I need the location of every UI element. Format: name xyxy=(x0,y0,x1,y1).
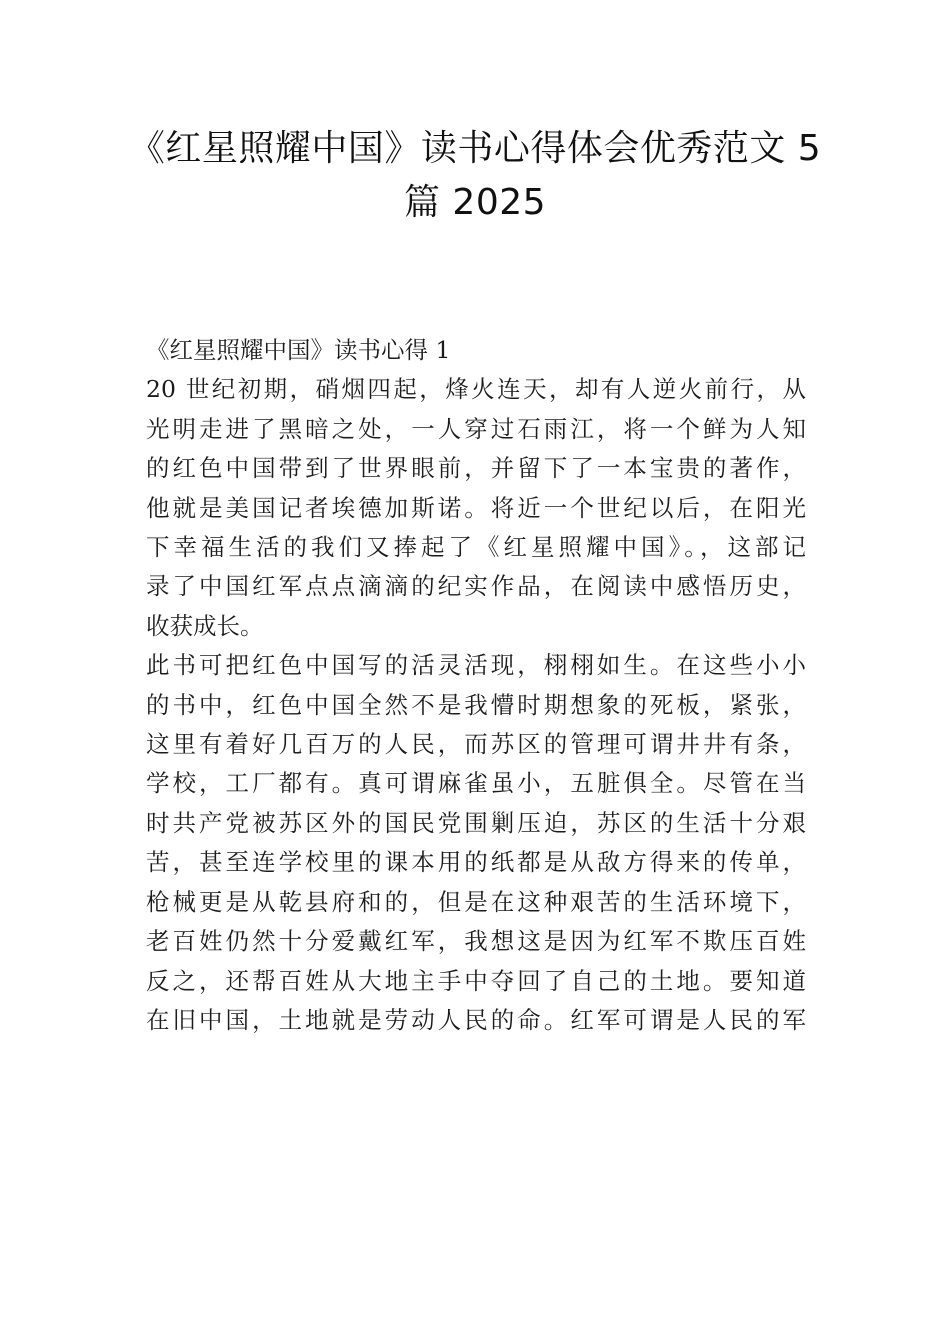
paragraph-2 xyxy=(146,646,806,1040)
text-line: 枪械更是从乾县府和的，但是在这种艰苦的生活环境下， xyxy=(146,887,806,916)
section-heading: 《红星照耀中国》读书心得 1 xyxy=(146,336,451,364)
text-line: 下幸福生活的我们又捧起了《红星照耀中国》。，这部记 xyxy=(146,533,806,562)
text-line: 在旧中国，土地就是劳动人民的命。红军可谓是人民的军 xyxy=(146,1005,806,1034)
title-line-2: 篇 2025 xyxy=(403,182,547,223)
text-line: 此书可把红色中国写的活灵活现，栩栩如生。在这些小小 xyxy=(146,651,806,680)
text-line: 这里有着好几百万的人民，而苏区的管理可谓井井有条， xyxy=(146,730,806,759)
title-line-1: 《红星照耀中国》读书心得体会优秀范文 5 xyxy=(128,128,822,169)
text-line: 的书中，红色中国全然不是我懵时期想象的死板，紧张， xyxy=(146,690,806,719)
paragraph-1 xyxy=(146,370,806,646)
text-line: 老百姓仍然十分爱戴红军，我想这是因为红军不欺压百姓 xyxy=(146,927,806,956)
text-line: 的红色中国带到了世界眼前，并留下了一本宝贵的著作， xyxy=(146,454,806,483)
text-line: 苦，甚至连学校里的课本用的纸都是从敌方得来的传单， xyxy=(146,848,806,877)
text-line: 20 世纪初期，硝烟四起，烽火连天，却有人逆火前行，从 xyxy=(146,375,806,404)
text-line: 学校，工厂都有。真可谓麻雀虽小，五脏俱全。尽管在当 xyxy=(146,769,806,798)
text-line: 录了中国红军点点滴滴的纪实作品，在阅读中感悟历史， xyxy=(146,572,806,601)
text-line: 他就是美国记者埃德加斯诺。将近一个世纪以后，在阳光 xyxy=(146,493,806,522)
text-line: 光明走进了黑暗之处，一人穿过石雨江，将一个鲜为人知 xyxy=(146,414,806,443)
text-line: 反之，还帮百姓从大地主手中夺回了自己的土地。要知道 xyxy=(146,966,806,995)
document-title xyxy=(120,122,830,230)
text-line: 时共产党被苏区外的国民党围剿压迫，苏区的生活十分艰 xyxy=(146,808,806,837)
text-line: 收获成长。 xyxy=(146,611,264,640)
document-body xyxy=(146,331,806,1040)
